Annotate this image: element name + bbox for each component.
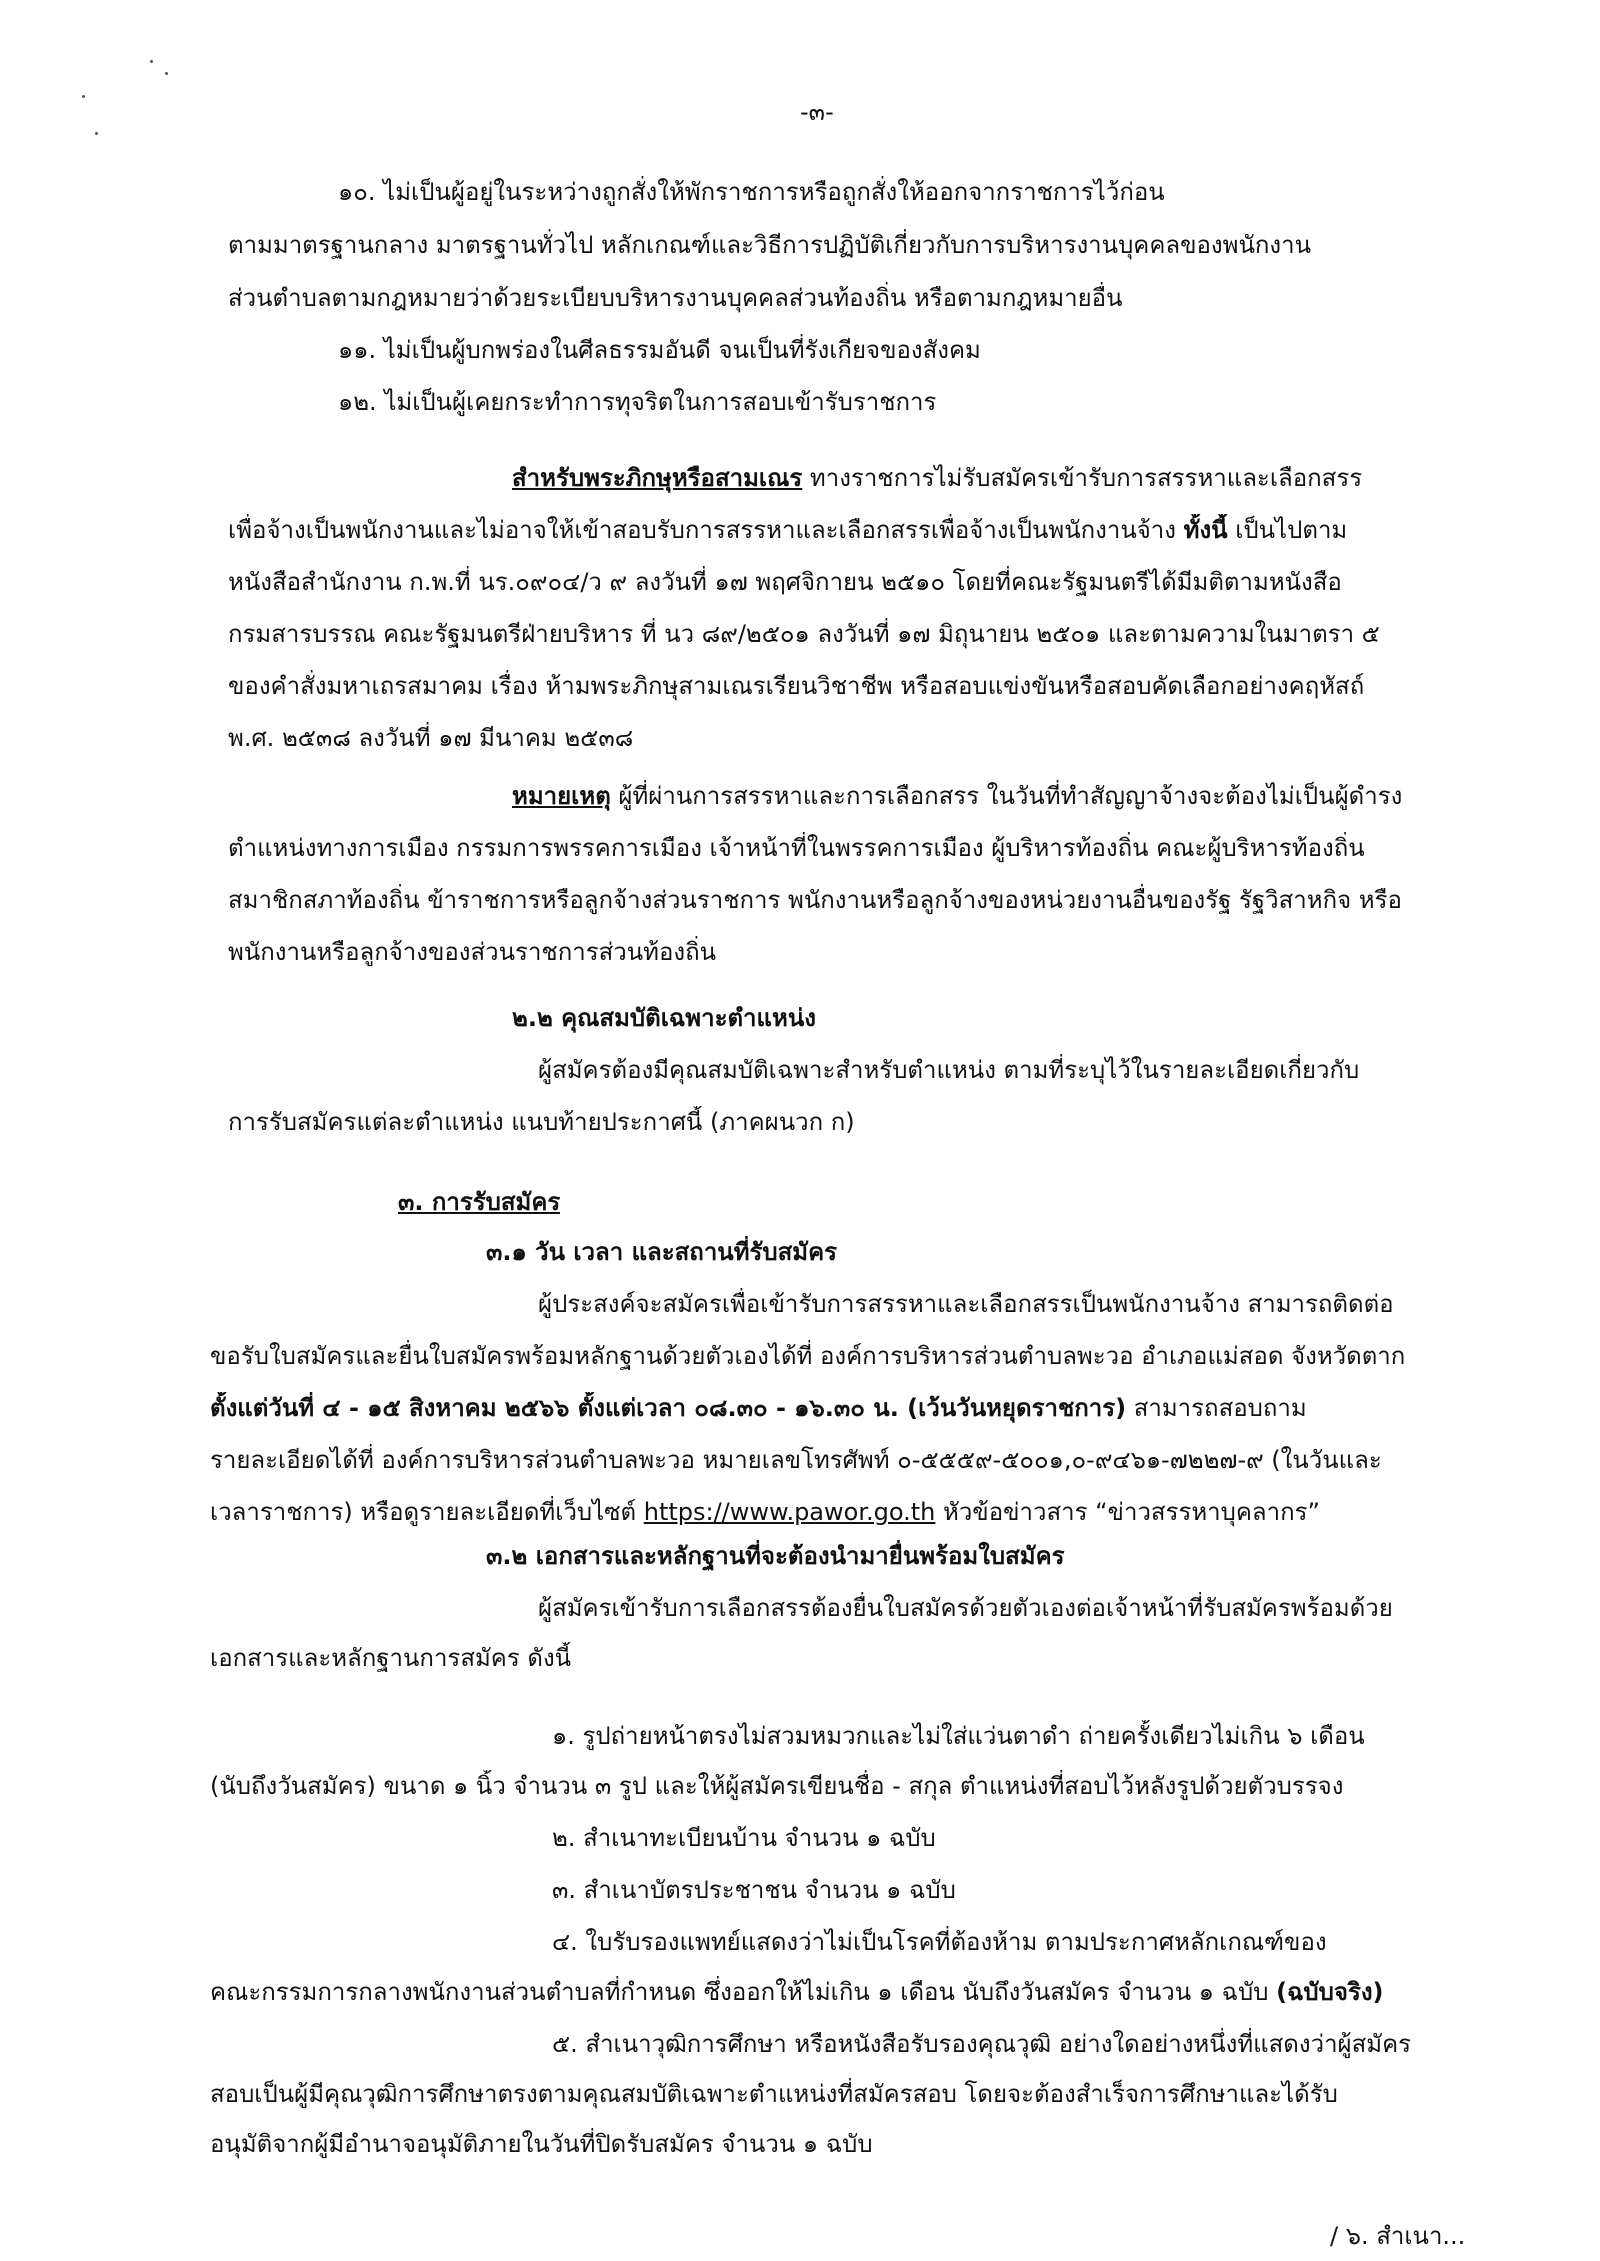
section-3-2-heading: ๓.๒ เอกสารและหลักฐานที่จะต้องนำมายื่นพร้อมใบสมัคร [486,1542,1065,1570]
page-number: -๓- [800,98,834,126]
monk-paragraph-line-3: หนังสือสำนักงาน ก.พ.ที่ นร.๐๙๐๔/ว ๙ ลงวันที่ ๑๗ พฤศจิกายน ๒๕๑๐ โดยที่คณะรัฐมนตรีได้มีมติตามหนังสือ [228,568,1342,596]
doc-5-line-3: อนุมัติจากผู้มีอำนาจอนุมัติภายในวันที่ปิดรับสมัคร จำนวน ๑ ฉบับ [210,2130,873,2158]
doc-1-line-1: ๑. รูปถ่ายหน้าตรงไม่สวมหมวกและไม่ใส่แว่นตาดำ ถ่ายครั้งเดียวไม่เกิน ๖ เดือน [552,1722,1365,1750]
monk-line-1-text: ทางราชการไม่รับสมัครเข้ารับการสรรหาและเลือกสรร [802,464,1363,492]
item-11: ๑๑. ไม่เป็นผู้บกพร่องในศีลธรรมอันดี จนเป็นที่รังเกียจของสังคม [338,336,981,364]
item-12: ๑๒. ไม่เป็นผู้เคยกระทำการทุจริตในการสอบเข้ารับราชการ [338,388,937,416]
note-paragraph-line-2: ตำแหน่งทางการเมือง กรรมการพรรคการเมือง เจ้าหน้าที่ในพรรคการเมือง ผู้บริหารท้องถิ่น คณะผู้บริหารท้องถิ่น [228,834,1365,862]
monk-paragraph-line-5: ของคำสั่งมหาเถรสมาคม เรื่อง ห้ามพระภิกษุสามเณรเรียนวิชาชีพ หรือสอบแข่งขันหรือสอบคัดเลือกอย่างคฤหัสถ์ [228,672,1365,700]
section-3-1-line-5-text-b: หัวข้อข่าวสาร “ข่าวสรรหาบุคลากร” [935,1498,1320,1526]
monk-line-2-text-a: เพื่อจ้างเป็นพนักงานและไม่อาจให้เข้าสอบรับการสรรหาและเลือกสรรเพื่อจ้างเป็นพนักงานจ้าง [228,516,1184,544]
monk-paragraph-line-2 [228,514,1347,546]
scan-speck [150,60,153,63]
item-10-line-3: ส่วนตำบลตามกฎหมายว่าด้วยระเบียบบริหารงานบุคคลส่วนท้องถิ่น หรือตามกฎหมายอื่น [228,284,1123,312]
section-3-1-line-3-text: สามารถสอบถาม [1126,1394,1307,1422]
section-3-heading: ๓. การรับสมัคร [398,1188,561,1216]
item-10-line-2: ตามมาตรฐานกลาง มาตรฐานทั่วไป หลักเกณฑ์และวิธีการปฏิบัติเกี่ยวกับการบริหารงานบุคคลของพนักงาน [228,231,1312,259]
section-3-1-line-2: ขอรับใบสมัครและยื่นใบสมัครพร้อมหลักฐานด้วยตัวเองได้ที่ องค์การบริหารส่วนตำบลพะวอ อำเภอแม่สอด จังหวัดตาก [210,1342,1406,1370]
doc-3: ๓. สำเนาบัตรประชาชน จำนวน ๑ ฉบับ [552,1876,956,1904]
continuation-marker: / ๖. สำเนา... [1330,2222,1466,2250]
application-period: ตั้งแต่วันที่ ๔ - ๑๕ สิงหาคม ๒๕๖๖ ตั้งแต่เวลา ๐๘.๓๐ - ๑๖.๓๐ น. (เว้นวันหยุดราชการ) [210,1394,1127,1422]
monk-line-2-bold: ทั้งนี้ [1183,516,1228,544]
scan-speck [82,95,85,98]
section-3-2-line-1: ผู้สมัครเข้ารับการเลือกสรรต้องยื่นใบสมัครด้วยตัวเองต่อเจ้าหน้าที่รับสมัครพร้อมด้วย [538,1594,1393,1622]
doc-4-line-2 [210,1976,1384,2008]
item-10-line-1: ๑๐. ไม่เป็นผู้อยู่ในระหว่างถูกสั่งให้พักราชการหรือถูกสั่งให้ออกจากราชการไว้ก่อน [338,178,1165,206]
doc-4-line-2-text: คณะกรรมการกลางพนักงานส่วนตำบลที่กำหนด ซึ่งออกให้ไม่เกิน ๑ เดือน นับถึงวันสมัคร จำนวน ๑ ฉบับ [210,1978,1277,2006]
section-3-1-line-3 [210,1392,1307,1424]
doc-5-line-2: สอบเป็นผู้มีคุณวุฒิการศึกษาตรงตามคุณสมบัติเฉพาะตำแหน่งที่สมัครสอบ โดยจะต้องสำเร็จการศึกษาและได้รับ [210,2080,1338,2108]
note-heading: หมายเหตุ [512,782,611,810]
scan-speck [165,72,168,75]
doc-1-line-2: (นับถึงวันสมัคร) ขนาด ๑ นิ้ว จำนวน ๓ รูป และให้ผู้สมัครเขียนชื่อ - สกุล ตำแหน่งที่สอบไว้หลังรูปด้วยตัวบรรจง [210,1772,1344,1800]
monk-paragraph-line-4: กรมสารบรรณ คณะรัฐมนตรีฝ่ายบริหาร ที่ นว ๘๙/๒๕๐๑ ลงวันที่ ๑๗ มิถุนายน ๒๕๐๑ และตามความในมาตรา ๕ [228,620,1380,648]
section-3-1-line-5-text-a: เวลาราชการ) หรือดูรายละเอียดที่เว็บไซต์ [210,1498,644,1526]
section-2-2-line-1: ผู้สมัครต้องมีคุณสมบัติเฉพาะสำหรับตำแหน่ง ตามที่ระบุไว้ในรายละเอียดเกี่ยวกับ [538,1056,1360,1084]
section-3-1-line-5 [210,1496,1320,1528]
doc-4-original-copy: (ฉบับจริง) [1276,1978,1384,2006]
monk-paragraph-line-6: พ.ศ. ๒๕๓๘ ลงวันที่ ๑๗ มีนาคม ๒๕๓๘ [228,724,634,752]
note-paragraph-line-4: พนักงานหรือลูกจ้างของส่วนราชการส่วนท้องถิ่น [228,938,717,966]
section-3-1-line-1: ผู้ประสงค์จะสมัครเพื่อเข้ารับการสรรหาและเลือกสรรเป็นพนักงานจ้าง สามารถติดต่อ [538,1290,1394,1318]
section-3-2-line-2: เอกสารและหลักฐานการสมัคร ดังนี้ [210,1644,572,1672]
doc-5-line-1: ๕. สำเนาวุฒิการศึกษา หรือหนังสือรับรองคุณวุฒิ อย่างใดอย่างหนึ่งที่แสดงว่าผู้สมัคร [552,2030,1412,2058]
scan-speck [95,132,98,135]
note-line-1-text: ผู้ที่ผ่านการสรรหาและการเลือกสรร ในวันที่ทำสัญญาจ้างจะต้องไม่เป็นผู้ดำรง [610,782,1403,810]
section-2-2-heading: ๒.๒ คุณสมบัติเฉพาะตำแหน่ง [512,1004,816,1032]
website-link[interactable]: https://www.pawor.go.th [643,1498,936,1526]
monk-line-2-text-b: เป็นไปตาม [1227,516,1348,544]
doc-4-line-1: ๔. ใบรับรองแพทย์แสดงว่าไม่เป็นโรคที่ต้องห้าม ตามประกาศหลักเกณฑ์ของ [552,1928,1327,1956]
section-3-1-heading: ๓.๑ วัน เวลา และสถานที่รับสมัคร [486,1238,838,1266]
doc-2: ๒. สำเนาทะเบียนบ้าน จำนวน ๑ ฉบับ [552,1824,936,1852]
monk-paragraph-line-1 [512,462,1362,494]
section-2-2-line-2: การรับสมัครแต่ละตำแหน่ง แนบท้ายประกาศนี้ (ภาคผนวก ก) [228,1108,855,1136]
note-paragraph-line-3: สมาชิกสภาท้องถิ่น ข้าราชการหรือลูกจ้างส่วนราชการ พนักงานหรือลูกจ้างของหน่วยงานอื่นของรัฐ รัฐวิสาหกิจ หรือ [228,886,1402,914]
section-3-1-line-4: รายละเอียดได้ที่ องค์การบริหารส่วนตำบลพะวอ หมายเลขโทรศัพท์ ๐-๕๕๕๙-๕๐๐๑,๐-๙๔๖๑-๗๒๒๗-๙ (ในวันและ [210,1446,1382,1474]
monk-heading: สำหรับพระภิกษุหรือสามเณร [512,464,803,492]
note-paragraph-line-1 [512,780,1402,812]
